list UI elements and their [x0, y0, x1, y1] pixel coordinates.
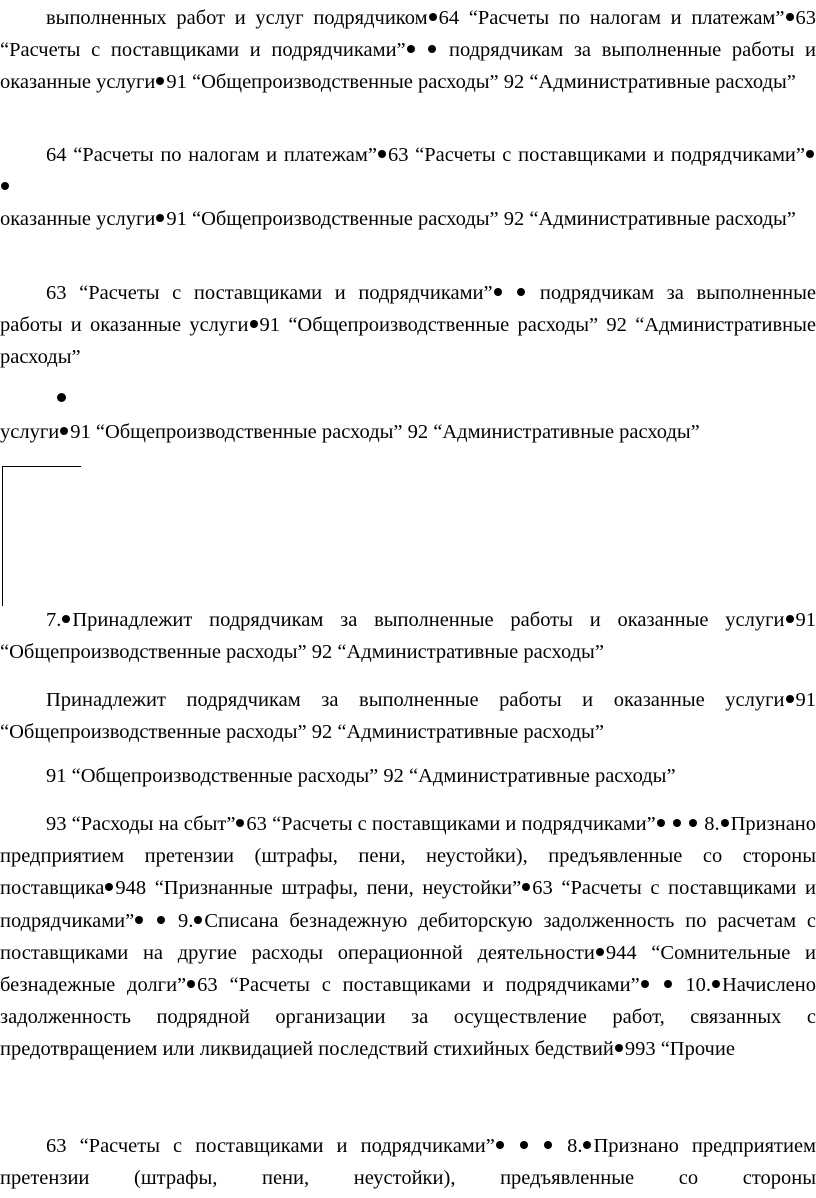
text-segment: Начислено задолженность подрядной организации за осуществление работ, связанных с предотвращением или ликвидацией последствий стихийных бедствий [0, 974, 816, 1061]
text-segment: Списана безнадежную дебиторскую задолженность по расчетам с поставщиками на другие расходы операционной деятельности [0, 909, 816, 964]
paragraph-3 [0, 277, 816, 374]
paragraph-1 [0, 2, 816, 99]
bullet-icon [494, 288, 502, 296]
paragraph-2 [0, 139, 816, 236]
bullet-icon [689, 819, 697, 827]
text-segment: 944 “Сомнительные и безнадежные долги” [0, 941, 816, 997]
paragraph-5 [0, 604, 816, 668]
bullet-icon [57, 393, 66, 402]
text-segment: 93 “Расходы на сбыт” [46, 813, 236, 835]
text-segment: 63 “Расчеты с поставщиками и подрядчиками” [46, 1135, 495, 1157]
text-segment: выполненных работ и услуг подрядчиком [46, 7, 428, 29]
bullet-icon [712, 980, 720, 988]
bullet-icon [62, 615, 70, 623]
bullet-icon [157, 916, 165, 924]
text-segment: 91 “Общепроизводственные расходы” 92 “Административные расходы” [166, 71, 796, 94]
bullet-icon [517, 288, 525, 296]
text-segment: услуги [0, 421, 60, 443]
paragraph-4 [0, 416, 816, 448]
bullet-icon [786, 13, 794, 21]
bullet-icon [657, 819, 665, 827]
text-segment: 91 “Общепроизводственные расходы” 92 “Административные расходы” [70, 421, 700, 443]
text-segment: 91 “Общепроизводственные расходы” 92 “Административные расходы” [0, 609, 816, 664]
bullet-icon [583, 1141, 591, 1149]
text-segment: 8. [567, 1135, 583, 1157]
text-segment: 91 “Общепроизводственные расходы” 92 “Административные расходы” [46, 765, 676, 787]
text-segment: 64 “Расчеты по налогам и платежам” [438, 7, 785, 29]
bullet-icon [496, 1141, 504, 1149]
text-segment: 63 “Расчеты с поставщиками и подрядчиками” [197, 974, 640, 997]
text-segment: Признано предприятием претензии (штрафы, пени, неустойки), предъявленные со стороны [0, 1135, 816, 1190]
paragraph-8 [0, 808, 816, 1066]
text-segment: 948 “Признанные штрафы, пени, неустойки” [115, 877, 522, 900]
bullet-icon [194, 916, 202, 924]
bullet-icon [721, 819, 729, 827]
text-segment: 10. [685, 974, 711, 997]
bullet-icon [544, 1141, 552, 1149]
bullet-icon [806, 150, 814, 158]
bullet-icon [429, 13, 437, 21]
bullet-icon [596, 948, 604, 956]
bullet-icon [1, 182, 9, 190]
text-segment: Принадлежит подрядчикам за выполненные работы и оказанные услуги [72, 609, 785, 631]
bullet-icon [407, 45, 415, 53]
text-segment: 8. [704, 813, 720, 835]
text-segment: 993 “Прочие [624, 1038, 735, 1061]
frame-left-line [2, 466, 3, 606]
bullet-icon [786, 615, 794, 623]
text-segment: подрядчикам за выполненные работы и оказанные услуги [0, 39, 816, 94]
text-segment: Признано предприятием претензии (штрафы, пени, неустойки), предъявленные со стороны поставщика [0, 813, 816, 900]
bullet-icon [135, 916, 143, 924]
bullet-icon [664, 980, 672, 988]
bullet-icon [236, 819, 244, 827]
bullet-icon [641, 980, 649, 988]
text-segment: 91 “Общепроизводственные расходы” 92 “Административные расходы” [0, 314, 816, 369]
text-segment: Принадлежит подрядчикам за выполненные работы и оказанные услуги [46, 689, 785, 711]
bullet-icon [105, 883, 113, 891]
text-segment: 63 “Расчеты с поставщиками и подрядчиками” [0, 7, 816, 62]
bullet-icon [250, 320, 258, 328]
text-segment: 7. [46, 609, 62, 631]
text-segment: 91 “Общепроизводственные расходы” 92 “Административные расходы” [166, 208, 796, 231]
paragraph-7 [0, 760, 816, 792]
bullet-icon [428, 45, 436, 53]
bullet-icon [673, 819, 681, 827]
bullet-icon [522, 883, 530, 891]
paragraph-6 [0, 684, 816, 748]
text-segment: оказанные услуги [0, 208, 156, 231]
bullet-icon [187, 980, 195, 988]
text-segment: 64 “Расчеты по налогам и платежам” [46, 144, 377, 166]
bullet-icon [60, 427, 68, 435]
bullet-icon [156, 77, 164, 85]
bullet-icon [378, 150, 386, 158]
text-segment: 63 “Расчеты с поставщиками и подрядчиками” [46, 282, 493, 304]
text-segment: 63 “Расчеты с поставщиками и подрядчиками” [0, 877, 816, 932]
text-segment: подрядчикам за выполненные работы и оказанные услуги [0, 282, 816, 337]
text-segment: 91 “Общепроизводственные расходы” 92 “Административные расходы” [0, 689, 816, 744]
text-segment: 63 “Расчеты с поставщиками и подрядчиками” [246, 813, 656, 835]
paragraph-9 [0, 1130, 816, 1194]
bullet-icon [615, 1044, 623, 1052]
bullet-icon [156, 214, 164, 222]
text-segment: 9. [178, 909, 194, 932]
bullet-icon [520, 1141, 528, 1149]
frame-top-line [2, 466, 81, 467]
bullet-icon [786, 695, 794, 703]
text-segment: 63 “Расчеты с поставщиками и подрядчиками” [387, 144, 805, 166]
